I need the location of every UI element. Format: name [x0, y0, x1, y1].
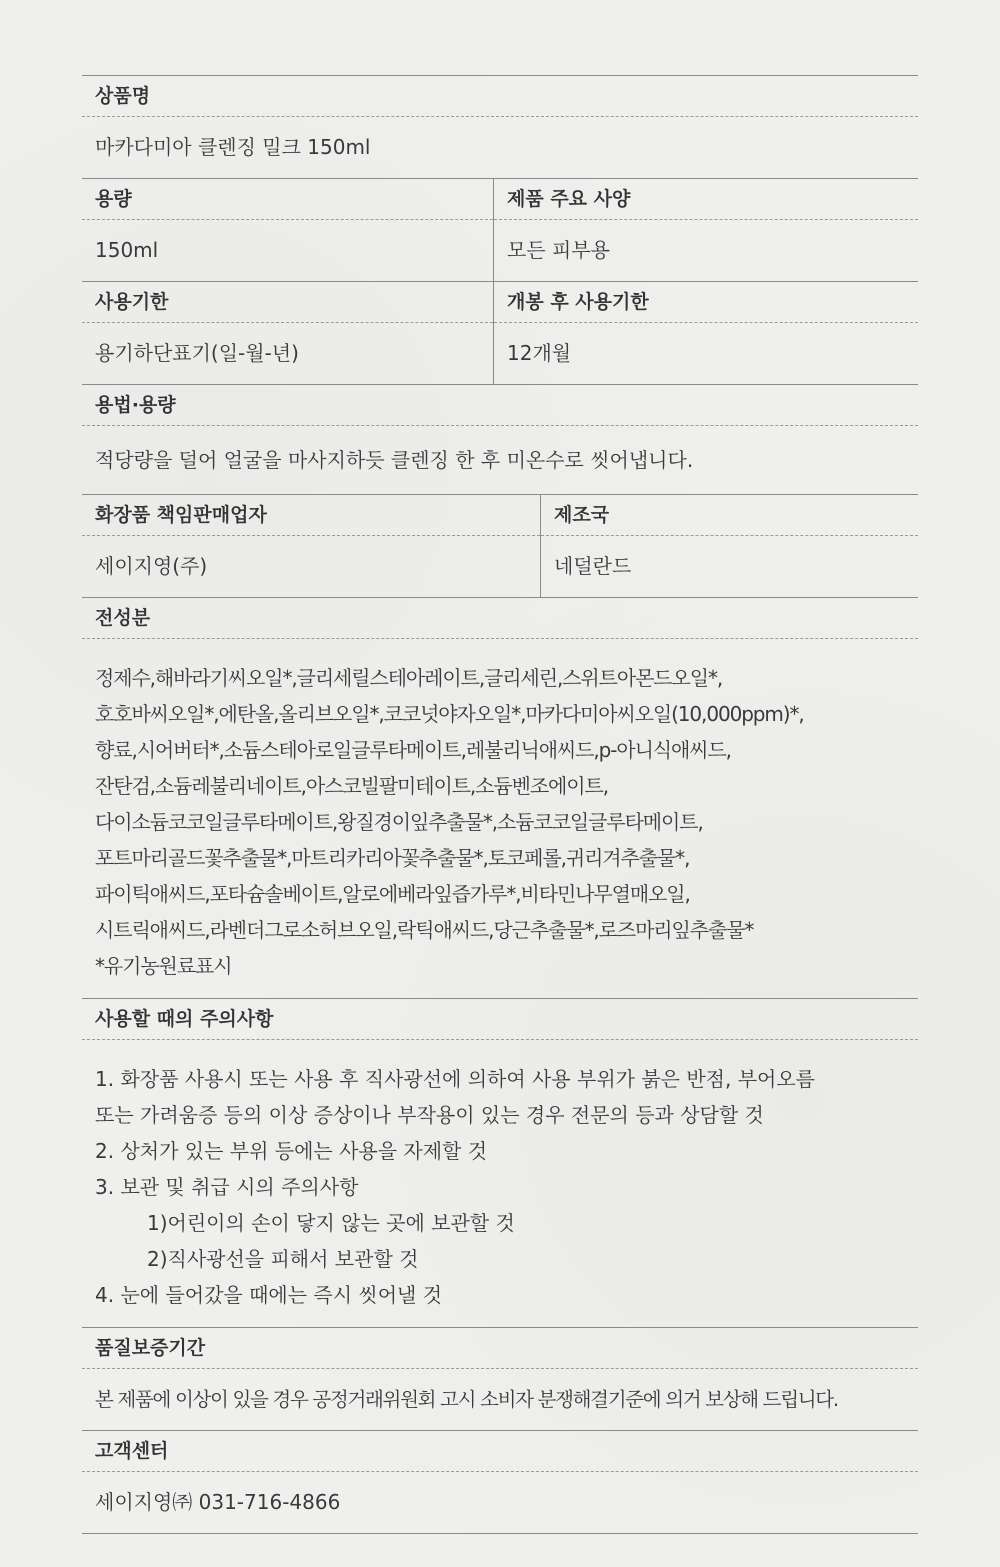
- caution-item: 4. 눈에 들어갔을 때에는 즉시 씻어낼 것: [95, 1283, 443, 1307]
- usage-section: [82, 384, 918, 494]
- after-opening-cell: [493, 282, 918, 384]
- product-name-value: 마카다미아 클렌징 밀크 150ml: [95, 135, 371, 159]
- ingredients-section: [82, 597, 918, 998]
- ingredients-line: 정제수,해바라기씨오일*,글리세릴스테아레이트,글리세린,스위트아몬드오일*,: [95, 666, 723, 690]
- origin-label: 제조국: [541, 495, 918, 536]
- after-opening-label: 개봉 후 사용기한: [494, 282, 918, 323]
- caution-item: 또는 가려움증 등의 이상 증상이나 부작용이 있는 경우 전문의 등과 상담할 것: [95, 1103, 764, 1127]
- ingredients-line: 호호바씨오일*,에탄올,올리브오일*,코코넛야자오일*,마카다미아씨오일(10,000ppm)*,: [95, 702, 804, 726]
- expiry-cell: [82, 282, 493, 384]
- main-spec-label: 제품 주요 사양: [494, 179, 918, 220]
- organic-note: *유기농원료표시: [95, 954, 232, 978]
- ingredients-list: [82, 639, 918, 998]
- origin-value: 네덜란드: [554, 554, 632, 578]
- ingredients-line: 향료,시어버터*,소듐스테아로일글루타메이트,레불리닉애씨드,p-아니식애씨드,: [95, 738, 731, 762]
- capacity-cell: [82, 179, 493, 281]
- customer-center-section: [82, 1430, 918, 1534]
- cautions-section: [82, 998, 918, 1327]
- cautions-label: 사용할 때의 주의사항: [82, 999, 918, 1040]
- ingredients-line: 파이틱애씨드,포타슘솔베이트,알로에베라잎즙가루*,비타민나무열매오일,: [95, 882, 690, 906]
- quality-label: 품질보증기간: [82, 1328, 918, 1369]
- seller-label: 화장품 책임판매업자: [82, 495, 540, 536]
- main-spec-cell: [493, 179, 918, 281]
- seller-origin-row: [82, 494, 918, 597]
- caution-item: 3. 보관 및 취급 시의 주의사항: [95, 1175, 359, 1199]
- main-spec-value: 모든 피부용: [507, 238, 610, 262]
- customer-center-value: 세이지영㈜ 031-716-4866: [95, 1490, 341, 1514]
- customer-center-label: 고객센터: [82, 1431, 918, 1472]
- product-info-table: [82, 75, 918, 1534]
- expiry-row: [82, 281, 918, 384]
- capacity-label: 용량: [82, 179, 493, 220]
- ingredients-line: 시트릭애씨드,라벤더그로소허브오일,락틱애씨드,당근추출물*,로즈마리잎추출물*: [95, 918, 754, 942]
- product-name-section: [82, 75, 918, 178]
- after-opening-value: 12개월: [507, 341, 572, 365]
- capacity-spec-row: [82, 178, 918, 281]
- expiry-value: 용기하단표기(일-월-년): [95, 341, 299, 365]
- seller-cell: [82, 495, 540, 597]
- caution-subitem: 2)직사광선을 피해서 보관할 것: [147, 1247, 419, 1271]
- caution-subitem: 1)어린이의 손이 닿지 않는 곳에 보관할 것: [147, 1211, 515, 1235]
- expiry-label: 사용기한: [82, 282, 493, 323]
- quality-section: [82, 1327, 918, 1430]
- caution-item: 1. 화장품 사용시 또는 사용 후 직사광선에 의하여 사용 부위가 붉은 반점, 부어오름: [95, 1067, 815, 1091]
- seller-value: 세이지영(주): [95, 554, 208, 578]
- ingredients-line: 잔탄검,소듐레불리네이트,아스코빌팔미테이트,소듐벤조에이트,: [95, 774, 608, 798]
- ingredients-label: 전성분: [82, 598, 918, 639]
- quality-value: 본 제품에 이상이 있을 경우 공정거래위원회 고시 소비자 분쟁해결기준에 의거 보상해 드립니다.: [95, 1388, 838, 1411]
- product-name-label: 상품명: [82, 76, 918, 117]
- ingredients-line: 포트마리골드꽃추출물*,마트리카리아꽃추출물*,토코페롤,귀리겨추출물*,: [95, 846, 690, 870]
- usage-value: 적당량을 덜어 얼굴을 마사지하듯 클렌징 한 후 미온수로 씻어냅니다.: [95, 448, 694, 472]
- cautions-list: [82, 1040, 918, 1327]
- usage-label: 용법·용량: [82, 385, 918, 426]
- capacity-value: 150ml: [95, 238, 159, 262]
- ingredients-line: 다이소듐코코일글루타메이트,왕질경이잎추출물*,소듐코코일글루타메이트,: [95, 810, 703, 834]
- origin-cell: [540, 495, 918, 597]
- caution-item: 2. 상처가 있는 부위 등에는 사용을 자제할 것: [95, 1139, 488, 1163]
